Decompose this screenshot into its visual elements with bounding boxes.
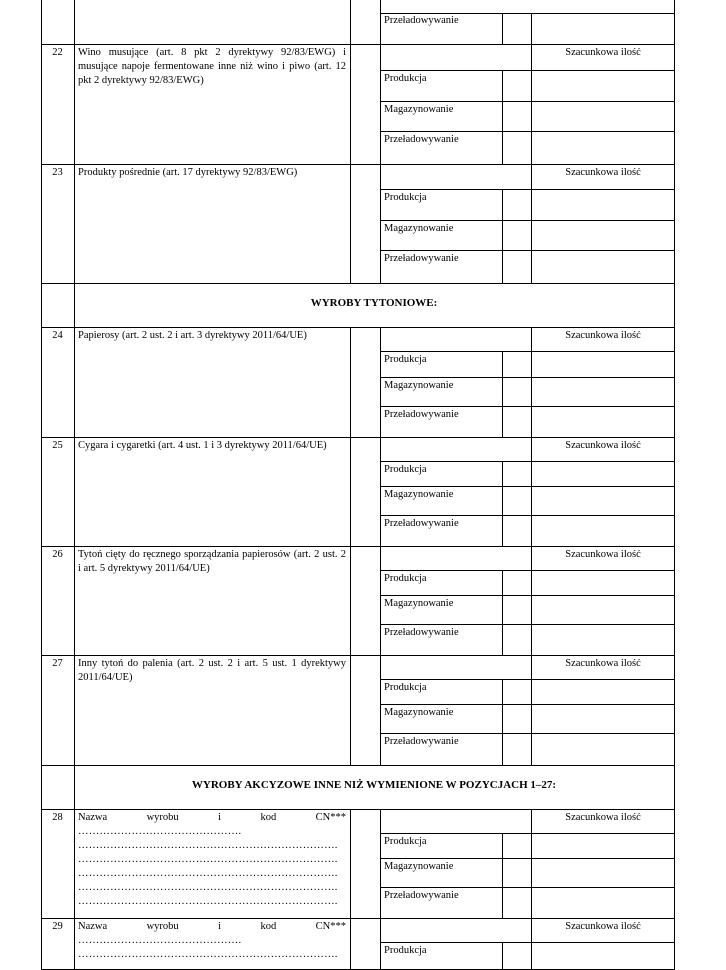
dot-fill-line: ……………………………………….: [78, 826, 242, 837]
dot-fill-line: ……………………………………………………………….: [78, 868, 338, 879]
row-separator: [41, 765, 675, 766]
row-separator: [41, 655, 675, 656]
row-number: 24: [52, 330, 63, 341]
grid-line: [380, 437, 381, 546]
grid-line: [380, 887, 675, 888]
row-description: Papierosy (art. 2 ust. 2 i art. 3 dyrektywy 2011/64/UE): [78, 330, 307, 341]
grid-line: [380, 377, 675, 378]
dot-fill-line: ……………………………………………………………….: [78, 840, 338, 851]
activity-handling-label: Przeładowywanie: [384, 15, 459, 26]
activity-production-label: Produkcja: [384, 73, 427, 84]
estimated-quantity-label: Szacunkowa ilość: [565, 440, 641, 451]
activity-storage-label: Magazynowanie: [384, 861, 454, 872]
grid-line: [380, 189, 675, 190]
grid-line: [502, 679, 503, 765]
grid-line: [380, 486, 675, 487]
grid-line: [380, 220, 675, 221]
grid-line: [380, 101, 675, 102]
activity-handling-label: Przeładowywanie: [384, 890, 459, 901]
row-number: 26: [52, 549, 63, 560]
estimated-quantity-label: Szacunkowa ilość: [565, 549, 641, 560]
estimated-quantity-label: Szacunkowa ilość: [565, 47, 641, 58]
grid-line: [531, 70, 532, 164]
row-separator: [41, 918, 675, 919]
grid-line: [350, 655, 351, 765]
grid-line: [380, 515, 675, 516]
grid-line: [74, 546, 75, 655]
grid-line: [380, 918, 381, 969]
row-description: Produkty pośrednie (art. 17 dyrektywy 92/83/EWG): [78, 167, 298, 178]
product-name-label: Nazwa wyrobu i kod CN***: [78, 812, 346, 823]
row-number: 23: [52, 167, 63, 178]
grid-line: [380, 351, 675, 352]
grid-line: [531, 13, 532, 44]
row-separator: [41, 283, 675, 284]
estimated-quantity-label: Szacunkowa ilość: [565, 658, 641, 669]
grid-line: [74, 327, 75, 437]
row-description: Wino musujące (art. 8 pkt 2 dyrektywy 92/83/EWG) i musujące napoje fermentowane inne niż wino i piwo (art. 12 pkt 2 dyrektywy 92/83/EWG): [78, 47, 346, 86]
activity-production-label: Produkcja: [384, 192, 427, 203]
estimated-quantity-label: Szacunkowa ilość: [565, 921, 641, 932]
row-separator: [41, 437, 675, 438]
grid-line: [380, 546, 381, 655]
grid-line: [502, 189, 503, 283]
estimated-quantity-label: Szacunkowa ilość: [565, 167, 641, 178]
activity-handling-label: Przeładowywanie: [384, 134, 459, 145]
activity-production-label: Produkcja: [384, 354, 427, 365]
grid-line: [502, 13, 503, 44]
grid-line: [41, 809, 675, 810]
row-number: 28: [52, 812, 63, 823]
grid-line: [380, 679, 675, 680]
grid-line: [74, 437, 75, 546]
grid-line: [350, 918, 351, 969]
activity-handling-label: Przeładowywanie: [384, 253, 459, 264]
activity-storage-label: Magazynowanie: [384, 223, 454, 234]
grid-line: [531, 461, 532, 546]
activity-handling-label: Przeładowywanie: [384, 736, 459, 747]
grid-line: [350, 44, 351, 164]
grid-line: [380, 704, 675, 705]
grid-line: [350, 327, 351, 437]
grid-line: [380, 250, 675, 251]
activity-production-label: Produkcja: [384, 464, 427, 475]
grid-line: [41, 327, 675, 328]
activity-storage-label: Magazynowanie: [384, 489, 454, 500]
grid-line: [502, 833, 503, 918]
grid-line: [74, 0, 75, 44]
grid-line: [380, 327, 381, 437]
row-number: 25: [52, 440, 63, 451]
activity-storage-label: Magazynowanie: [384, 707, 454, 718]
dot-fill-line: ……………………………………………………………….: [78, 854, 338, 865]
grid-line: [531, 679, 532, 765]
row-description: Tytoń cięty do ręcznego sporządzania papierosów (art. 2 ust. 2 i art. 5 dyrektywy 2011/64/UE): [78, 549, 346, 574]
activity-handling-label: Przeładowywanie: [384, 518, 459, 529]
grid-line: [380, 164, 381, 283]
grid-line: [74, 655, 75, 765]
grid-line: [502, 942, 503, 969]
grid-line: [531, 833, 532, 918]
grid-line: [74, 918, 75, 969]
grid-line: [350, 809, 351, 918]
grid-line: [380, 0, 381, 44]
grid-line: [502, 461, 503, 546]
grid-line: [380, 131, 675, 132]
grid-line: [350, 437, 351, 546]
section-header: WYROBY AKCYZOWE INNE NIŻ WYMIENIONE W POZYCJACH 1–27:: [191, 779, 557, 791]
grid-line: [380, 624, 675, 625]
grid-line: [380, 858, 675, 859]
row-separator: [41, 164, 675, 165]
grid-line: [380, 70, 675, 71]
table-border-right: [674, 0, 675, 969]
grid-line: [380, 44, 381, 164]
grid-line: [531, 570, 532, 655]
activity-production-label: Produkcja: [384, 945, 427, 956]
activity-storage-label: Magazynowanie: [384, 598, 454, 609]
activity-storage-label: Magazynowanie: [384, 104, 454, 115]
grid-line: [350, 0, 351, 44]
grid-line: [380, 733, 675, 734]
grid-line: [350, 164, 351, 283]
grid-line: [74, 164, 75, 283]
grid-line: [531, 942, 532, 969]
grid-line: [502, 70, 503, 164]
grid-line: [502, 351, 503, 437]
row-description: Cygara i cygaretki (art. 4 ust. 1 i 3 dyrektywy 2011/64/UE): [78, 440, 327, 451]
grid-line: [41, 44, 675, 45]
grid-line: [531, 189, 532, 283]
grid-line: [380, 655, 381, 765]
grid-line: [531, 351, 532, 437]
grid-line: [380, 461, 675, 462]
section-header: WYROBY TYTONIOWE:: [310, 297, 438, 309]
activity-handling-label: Przeładowywanie: [384, 409, 459, 420]
activity-handling-label: Przeładowywanie: [384, 627, 459, 638]
grid-line: [380, 809, 381, 918]
grid-line: [74, 809, 75, 918]
row-separator: [41, 546, 675, 547]
estimated-quantity-label: Szacunkowa ilość: [565, 330, 641, 341]
grid-line: [380, 406, 675, 407]
grid-line: [380, 595, 675, 596]
dot-fill-line: ……………………………………………………………….: [78, 949, 338, 960]
row-number: 29: [52, 921, 63, 932]
grid-line: [380, 942, 675, 943]
estimated-quantity-label: Szacunkowa ilość: [565, 812, 641, 823]
grid-line: [74, 44, 75, 164]
activity-production-label: Produkcja: [384, 573, 427, 584]
dot-fill-line: ……………………………………………………………….: [78, 882, 338, 893]
activity-production-label: Produkcja: [384, 682, 427, 693]
dot-fill-line: ……………………………………………………………….: [78, 896, 338, 907]
row-description: Inny tytoń do palenia (art. 2 ust. 2 i art. 5 ust. 1 dyrektywy 2011/64/UE): [78, 658, 346, 683]
row-number: 22: [52, 47, 63, 58]
grid-line: [350, 546, 351, 655]
grid-line: [380, 570, 675, 571]
grid-line: [380, 833, 675, 834]
grid-line: [502, 570, 503, 655]
dot-fill-line: ……………………………………….: [78, 935, 242, 946]
activity-storage-label: Magazynowanie: [384, 380, 454, 391]
product-name-label: Nazwa wyrobu i kod CN***: [78, 921, 346, 932]
activity-production-label: Produkcja: [384, 836, 427, 847]
row-number: 27: [52, 658, 63, 669]
